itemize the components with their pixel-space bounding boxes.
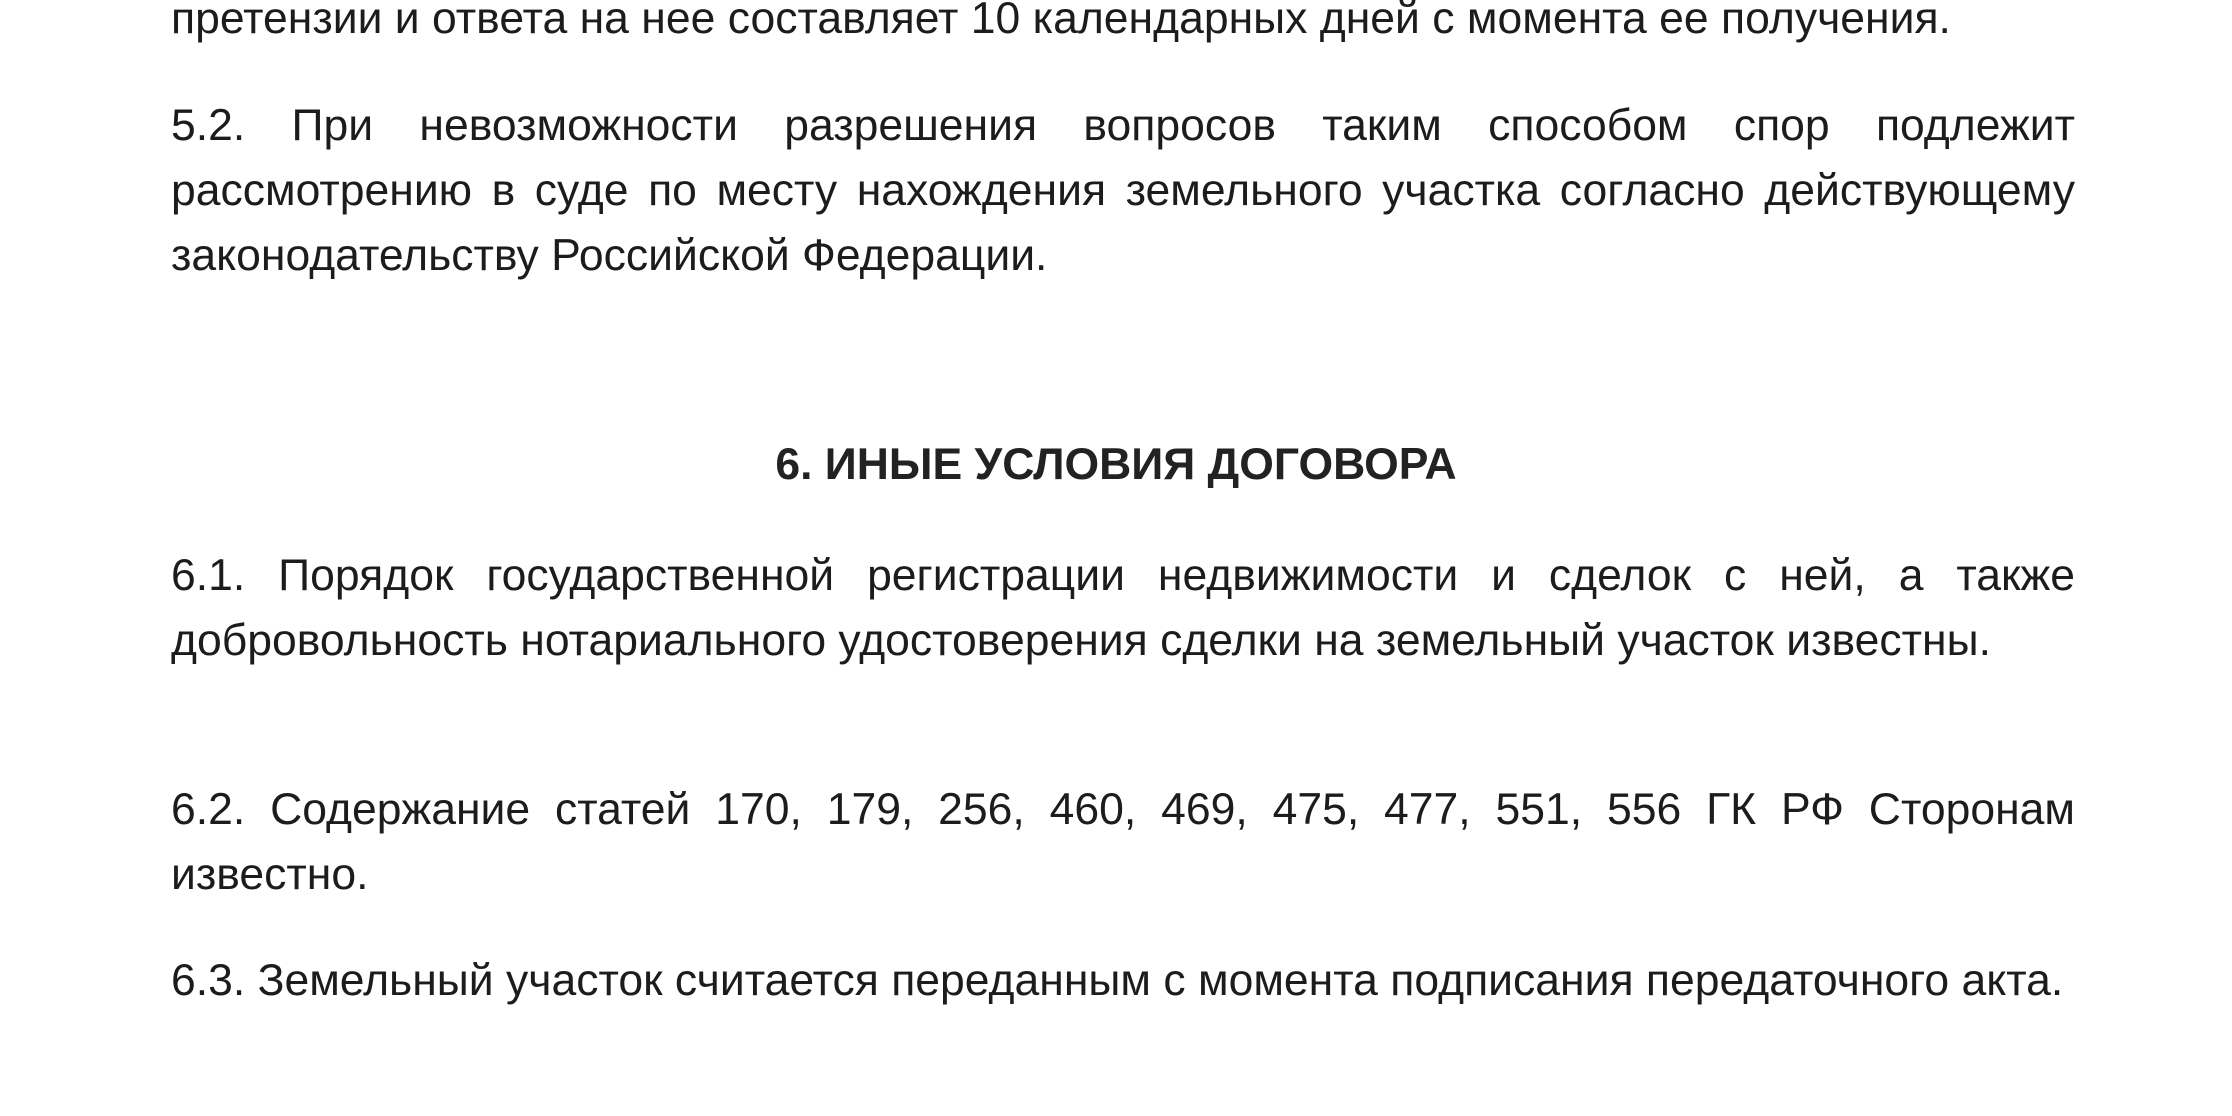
clause-5-2: 5.2. При невозможности разрешения вопросов таким способом спор подлежит рассмотрению в суде по месту нахождения земельного участка согласно действующему законодательству Российской Федерации.: [171, 101, 2075, 280]
section-6-heading: 6. ИНЫЕ УСЛОВИЯ ДОГОВОРА: [775, 440, 1457, 489]
clause-6-1: 6.1. Порядок государственной регистрации недвижимости и сделок с ней, а также добровольность нотариального удостоверения сделки на земельный участок известны.: [171, 551, 2075, 665]
clause-6-2: 6.2. Содержание статей 170, 179, 256, 460, 469, 475, 477, 551, 556 ГК РФ Сторонам известно.: [171, 785, 2075, 899]
clause-6-3: 6.3. Земельный участок считается переданным с момента подписания передаточного акта.: [171, 956, 2064, 1005]
paragraph-fragment: претензии и ответа на нее составляет 10 календарных дней с момента ее получения.: [171, 0, 1951, 43]
